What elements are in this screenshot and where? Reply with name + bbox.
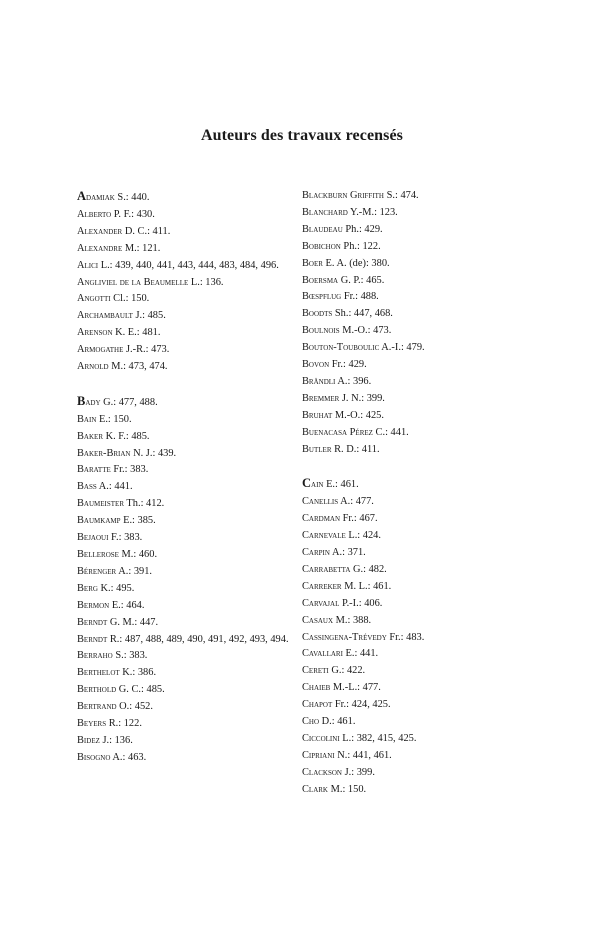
page-references: : 122. [357,240,381,252]
index-entry [302,646,532,663]
page-references: : 121. [136,242,161,254]
index-entry [302,782,532,799]
page-references: : 460. [133,549,158,561]
index-entry [77,564,307,581]
index-entry [77,581,307,598]
index-entry [302,222,532,239]
index-entry [77,496,307,513]
page-references: : 477, 488. [113,396,158,408]
index-entry [302,408,532,425]
author-name: Baker K. F. [77,430,126,442]
index-entry [302,340,532,357]
index-entry [77,479,307,496]
author-name: Cho D. [302,716,332,728]
author-name: Berraho S. [77,650,124,662]
page-references: : 441. [354,648,379,660]
page-references: : 439. [152,447,177,459]
author-name: Blaudeau Ph. [302,223,359,235]
author-name: Bobichon Ph. [302,240,357,252]
author-name: Bérenger A. [77,565,129,577]
author-name: Bermon E. [77,599,121,611]
index-column-right [302,188,532,799]
index-entry [77,513,307,530]
index-entry [77,750,307,767]
index-entry [302,289,532,306]
author-name: Bovon Fr. [302,359,344,371]
index-entry [77,615,307,632]
index-entry [302,613,532,630]
page-references: : 479. [400,342,425,354]
page-references: : 150. [107,413,132,425]
index-entry [302,323,532,340]
index-entry [302,663,532,680]
index-entry [77,632,307,649]
author-name: Baumkamp E. [77,515,133,527]
page-references: : 430. [131,208,155,220]
author-name: Bejaoui F. [77,532,119,544]
index-entry [302,528,532,545]
author-name: Canellis A. [302,496,351,508]
page-references: : 424, 425. [346,699,391,711]
page-references: : 411. [147,225,171,237]
author-name: Bruhat M.-O. [302,409,361,421]
page-references: : 386. [132,667,157,679]
page-references: : 150. [125,293,150,305]
index-entry [77,359,307,376]
page-references: : 411. [356,443,380,455]
page-references: : 481. [136,327,161,339]
index-entry [77,393,307,412]
page-references: : 391. [128,565,153,577]
index-entry [77,241,307,258]
index-entry [302,205,532,222]
index-entry [302,357,532,374]
page-references: : 487, 488, 489, 490, 491, 492, 493, 494. [119,633,289,645]
index-entry [302,273,532,290]
index-entry [77,291,307,308]
page-references: : 396. [347,375,372,387]
page-references: : 477. [350,496,374,508]
index-entry [77,699,307,716]
author-name: Bass A. [77,481,109,493]
author-name: Angliviel de la Beaumelle L. [77,276,200,288]
index-entry [77,258,307,275]
index-entry [77,598,307,615]
author-name: Arnold M. [77,361,124,373]
page-references: : 385. [132,515,156,527]
author-name: Boersma G. P. [302,274,361,286]
page-references: : 485. [141,684,165,696]
author-name: Adamiak S. [77,189,126,203]
index-entry [302,442,532,459]
index-entry [77,412,307,429]
page-references: : 429. [343,359,367,371]
page-references: : 371. [342,547,366,559]
page-references: : 123. [374,206,398,218]
page-references: : 441. [385,426,409,438]
author-name: Carvajal P.-I. [302,597,359,609]
page-references: : 482. [363,563,387,575]
index-entry [77,275,307,292]
author-name: Carpin A. [302,547,343,559]
index-entry [302,714,532,731]
page-references: : 406. [358,597,383,609]
page-references: : 412. [140,498,165,510]
page-references: : 422. [341,665,366,677]
index-entry [302,306,532,323]
author-name: Clackson J. [302,766,352,778]
page-references: : 425. [360,409,384,421]
author-name: Boodts Sh. [302,308,349,320]
index-entry [77,547,307,564]
author-name: Armogathe J.-R. [77,344,146,356]
index-entry [77,188,307,207]
index-entry [77,308,307,325]
page-references: : 447. [134,616,159,628]
author-name: Brändli A. [302,375,348,387]
index-entry [77,224,307,241]
author-name: Baker-Brian N. J. [77,447,153,459]
page-references: : 461. [367,580,392,592]
index-entry [302,697,532,714]
author-name: Chapot Fr. [302,699,347,711]
page-references: : 441, 461. [347,749,392,761]
page-references: : 452. [129,701,153,713]
index-entry [77,429,307,446]
author-name: Bremmer J. N. [302,392,362,404]
author-name: Carreker M. L. [302,580,368,592]
page-references: : 488. [355,291,379,303]
author-name: Chaieb M.-L. [302,682,358,694]
index-entry [302,579,532,596]
index-entry [77,446,307,463]
author-name: Archambault J. [77,310,143,322]
page-references: : 461. [331,716,356,728]
author-name: Clark M. [302,783,343,795]
page-references: : 439, 440, 441, 443, 444, 483, 484, 496. [109,259,279,271]
page-references: : 440. [125,192,150,203]
author-name: Cardman Fr. [302,513,354,525]
index-entry [302,765,532,782]
letter-section-gap [302,459,532,476]
page-references: : 483. [400,631,425,643]
author-name: Butler R. D. [302,443,357,455]
index-entry [77,462,307,479]
page-references: : 383. [118,532,143,544]
author-name: Bertrand O. [77,701,130,713]
index-entry [302,630,532,647]
author-name: Bellerose M. [77,549,134,561]
page-references: : 122. [118,718,142,730]
page-references: : 467. [353,513,378,525]
author-name: Cavallari E. [302,648,355,660]
index-entry [302,680,532,697]
page-references: : 136. [199,276,224,288]
author-name: Cipriani N. [302,749,348,761]
index-entry [77,207,307,224]
author-name: Bœspflug Fr. [302,291,356,303]
author-name: Cereti G. [302,665,342,677]
page-references: : 464. [120,599,145,611]
page-references: : 473. [367,325,392,337]
page-references: : 383. [123,650,148,662]
page-references: : 474. [394,190,419,201]
index-entry [77,325,307,342]
author-name: Boer E. A. (de) [302,257,366,269]
author-name: Bidez J. [77,734,110,746]
author-name: Berthold G. C. [77,684,142,696]
index-entry [302,239,532,256]
author-name: Alici L. [77,259,110,271]
page-references: : 383. [124,464,149,476]
author-name: Boulnois M.-O. [302,325,368,337]
index-entry [302,545,532,562]
index-entry [302,494,532,511]
author-name: Berndt R. [77,633,120,645]
index-entry [302,391,532,408]
author-name: Berthelot K. [77,667,133,679]
index-entry [302,374,532,391]
author-name: Cassingena-Trévedy Fr. [302,631,401,643]
page-references: : 473, 474. [123,361,168,373]
index-entry [77,665,307,682]
index-entry [302,596,532,613]
author-name: Bain E. [77,413,108,425]
index-column-left [77,188,307,767]
author-name: Blanchard Y.-M. [302,206,375,218]
page-references: : 424. [357,530,381,542]
author-name: Beyers R. [77,718,119,730]
index-entry [302,511,532,528]
author-name: Arenson K. E. [77,327,137,339]
author-name: Baumeister Th. [77,498,141,510]
author-name: Blackburn Griffith S. [302,190,395,201]
index-entry [77,342,307,359]
page-references: : 429. [358,223,383,235]
page-references: : 447, 468. [348,308,393,320]
author-name: Bisogno A. [77,751,123,763]
index-entry [302,475,532,494]
page-references: : 465. [360,274,385,286]
page-references: : 461. [335,479,359,491]
page-references: : 388. [347,614,372,626]
author-name: Carnevale L. [302,530,358,542]
index-entry [302,748,532,765]
page-references: : 495. [110,582,135,594]
page-references: : 473. [145,344,170,356]
author-name: Alexander D. C. [77,225,148,237]
author-name: Carrabetta G. [302,563,364,575]
index-entry [77,716,307,733]
page-references: : 136. [109,734,133,746]
author-name: Angotti Cl. [77,293,126,305]
index-entry [302,731,532,748]
index-entry [302,256,532,273]
author-name: Alberto P. F. [77,208,132,220]
page-references: : 463. [122,751,147,763]
page-title: Auteurs des travaux recensés [200,127,404,144]
author-name: Buenacasa Pérez C. [302,426,386,438]
page-references: : 399. [361,392,385,404]
page-references: : 485. [142,310,166,322]
author-name: Berg K. [77,582,111,594]
page-references: : 380. [365,257,390,269]
letter-section-gap [77,376,307,393]
author-name: Ciccolini L. [302,732,352,744]
author-name: Alexandre M. [77,242,137,254]
author-name: Cain E. [302,476,336,491]
page-references: : 382, 415, 425. [351,732,417,744]
page-references: : 150. [342,783,367,795]
author-name: Casaux M. [302,614,348,626]
page-references: : 485. [125,430,150,442]
index-entry [302,425,532,442]
index-entry [302,562,532,579]
author-name: Bady G. [77,393,114,408]
index-entry [77,733,307,750]
index-entry [77,530,307,547]
index-entry [77,682,307,699]
author-name: Bouton-Touboulic A.-I. [302,342,401,354]
page-references: : 399. [351,766,375,778]
page-references: : 477. [357,682,381,694]
index-entry [77,648,307,665]
author-name: Baratte Fr. [77,464,125,476]
author-name: Berndt G. M. [77,616,135,628]
page-references: : 441. [108,481,133,493]
index-entry [302,188,532,205]
